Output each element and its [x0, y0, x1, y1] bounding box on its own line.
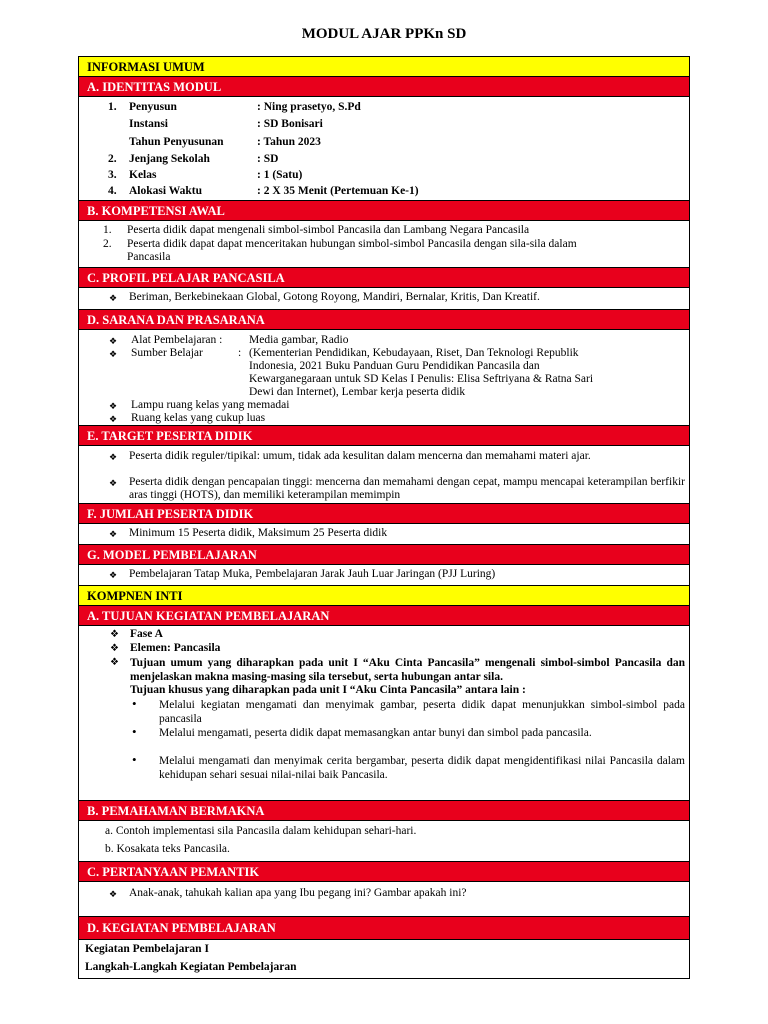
- sarana-body: [79, 329, 689, 425]
- tujuan-bullet: Melalui mengamati, peserta didik dapat memasangkan antar bunyi dan simbol pada pancasila.: [159, 727, 592, 739]
- pertanyaan-header: C. PERTANYAAN PEMANTIK: [79, 861, 689, 881]
- kompetensi-body: [79, 220, 689, 267]
- jumlah-item: Minimum 15 Peserta didik, Maksimum 25 Peserta didik: [129, 527, 388, 539]
- pemahaman-header: B. PEMAHAMAN BERMAKNA: [79, 800, 689, 820]
- identitas-label: Jenjang Sekolah: [129, 153, 210, 165]
- diamond-bullet-icon: ❖: [110, 629, 119, 640]
- diamond-bullet-icon: ❖: [109, 336, 118, 346]
- tujuan-bullet: Melalui kegiatan mengamati dan menyimak gambar, peserta didik dapat menunjukkan simbol-simbol pada pancasila: [159, 699, 685, 725]
- kompetensi-item: Peserta didik dapat mengenali simbol-simbol Pancasila dan Lambang Negara Pancasila: [127, 224, 530, 236]
- identitas-value: : SD: [257, 153, 279, 165]
- alat-label: Alat Pembelajaran :: [131, 334, 223, 346]
- jumlah-body: [79, 523, 689, 544]
- sumber-label: Sumber Belajar: [131, 347, 203, 359]
- tujuan-bullet: Melalui mengamati dan menyimak cerita bergambar, peserta didik dapat mengidentifikasi nilai Pancasila dalam kehidupan sehari sesuai nilai-nilai baik Pancasila.: [159, 755, 685, 781]
- diamond-bullet-icon: ❖: [109, 889, 118, 899]
- sumber-line: Kewarganegaraan untuk SD Kelas I Penulis: Elisa Seftriyana & Ratna Sari: [249, 373, 594, 385]
- profil-item: Beriman, Berkebinekaan Global, Gotong Royong, Mandiri, Bernalar, Kritis, Dan Kreatif.: [129, 291, 540, 303]
- diamond-bullet-icon: ❖: [110, 657, 119, 668]
- diamond-bullet-icon: ❖: [109, 529, 118, 539]
- model-body: [79, 564, 689, 585]
- identitas-value: : 2 X 35 Menit (Pertemuan Ke-1): [257, 185, 419, 197]
- diamond-bullet-icon: ❖: [109, 293, 118, 303]
- sumber-colon: :: [238, 347, 242, 359]
- kompetensi-item: Peserta didik dapat dapat menceritakan hubungan simbol-simbol Pancasila dengan sila-sila dalam: [127, 238, 577, 250]
- dot-bullet-icon: •: [132, 724, 137, 739]
- target-body: [79, 445, 689, 503]
- diamond-bullet-icon: ❖: [109, 570, 118, 580]
- identitas-label: Instansi: [129, 118, 168, 130]
- kompetensi-num: 1.: [103, 224, 112, 236]
- kompetensi-num: 2.: [103, 238, 112, 250]
- model-item: Pembelajaran Tatap Muka, Pembelajaran Jarak Jauh Luar Jaringan (PJJ Luring): [129, 568, 496, 580]
- identitas-label: Penyusun: [129, 101, 177, 113]
- profil-body: [79, 287, 689, 309]
- target-header: E. TARGET PESERTA DIDIK: [79, 425, 689, 445]
- profil-header: C. PROFIL PELAJAR PANCASILA: [79, 267, 689, 287]
- diamond-bullet-icon: ❖: [110, 643, 119, 654]
- sarana-header: D. SARANA DAN PRASARANA: [79, 309, 689, 329]
- sarana-extra: Ruang kelas yang cukup luas: [131, 412, 266, 424]
- tujuan-header: A. TUJUAN KEGIATAN PEMBELAJARAN: [79, 605, 689, 625]
- alat-value: Media gambar, Radio: [249, 334, 349, 346]
- identitas-num: 1.: [108, 101, 117, 113]
- jumlah-header: F. JUMLAH PESERTA DIDIK: [79, 503, 689, 523]
- fase-text: Fase A: [130, 628, 163, 640]
- pemahaman-item: b. Kosakata teks Pancasila.: [105, 843, 230, 855]
- diamond-bullet-icon: ❖: [109, 401, 118, 411]
- dot-bullet-icon: •: [132, 752, 137, 767]
- sumber-line: Indonesia, 2021 Buku Panduan Guru Pendidikan Pancasila dan: [249, 360, 540, 372]
- tujuan-umum: Tujuan umum yang diharapkan pada unit I “Aku Cinta Pancasila” mengenali simbol-simbol Pancasila dan menjelaskan makna masing-masing sila tersebut, serta hubungan antar sila.: [130, 657, 685, 683]
- kegiatan-body: [79, 939, 689, 978]
- diamond-bullet-icon: ❖: [109, 414, 118, 424]
- sumber-line: Dewi dan Internet), Lembar kerja peserta didik: [249, 386, 466, 398]
- page-title: MODUL AJAR PPKn SD: [301, 26, 467, 42]
- tujuan-body: [79, 625, 689, 800]
- diamond-bullet-icon: ❖: [109, 349, 118, 359]
- identitas-header: A. IDENTITAS MODUL: [79, 76, 689, 96]
- kompetensi-item-cont: Pancasila: [127, 251, 171, 263]
- identitas-body: [79, 96, 689, 200]
- kompetensi-header: B. KOMPETENSI AWAL: [79, 200, 689, 220]
- pertanyaan-body: [79, 881, 689, 916]
- modul-table: [78, 56, 690, 979]
- kegiatan-line: Langkah-Langkah Kegiatan Pembelajaran: [85, 961, 297, 973]
- diamond-bullet-icon: ❖: [109, 478, 118, 488]
- identitas-num: 4.: [108, 185, 117, 197]
- sarana-extra: Lampu ruang kelas yang memadai: [131, 399, 290, 411]
- target-item: Peserta didik reguler/tipikal: umum, tidak ada kesulitan dalam mencerna dan memahami materi ajar.: [129, 450, 591, 462]
- identitas-value: : Tahun 2023: [257, 136, 321, 148]
- identitas-label: Alokasi Waktu: [129, 185, 202, 197]
- identitas-label: Tahun Penyusunan: [129, 136, 224, 148]
- sumber-line: (Kementerian Pendidikan, Kebudayaan, Riset, Dan Teknologi Republik: [249, 347, 579, 359]
- pemahaman-item: a. Contoh implementasi sila Pancasila dalam kehidupan sehari-hari.: [105, 825, 417, 837]
- tujuan-khusus: Tujuan khusus yang diharapkan pada unit I “Aku Cinta Pancasila” antara lain :: [130, 684, 526, 696]
- identitas-value: : 1 (Satu): [257, 169, 303, 181]
- target-item: Peserta didik dengan pencapaian tinggi: mencerna dan memahami dengan cepat, mampu mencapai keterampilan berfikir aras tinggi (HOTS), dan memiliki keterampilan memimpin: [129, 476, 685, 501]
- diamond-bullet-icon: ❖: [109, 452, 118, 462]
- pemahaman-body: [79, 820, 689, 861]
- kegiatan-header: D. KEGIATAN PEMBELAJARAN: [79, 916, 689, 939]
- identitas-value: : Ning prasetyo, S.Pd: [257, 101, 361, 113]
- identitas-value: : SD Bonisari: [257, 118, 323, 130]
- komponen-inti-header: KOMPNEN INTI: [79, 585, 689, 605]
- identitas-label: Kelas: [129, 169, 157, 181]
- dot-bullet-icon: •: [132, 696, 137, 711]
- model-header: G. MODEL PEMBELAJARAN: [79, 544, 689, 564]
- elemen-text: Elemen: Pancasila: [130, 642, 221, 654]
- kegiatan-line: Kegiatan Pembelajaran I: [85, 943, 209, 955]
- identitas-num: 2.: [108, 153, 117, 165]
- pertanyaan-item: Anak-anak, tahukah kalian apa yang Ibu pegang ini? Gambar apakah ini?: [129, 887, 467, 899]
- identitas-num: 3.: [108, 169, 117, 181]
- informasi-umum-header: INFORMASI UMUM: [79, 56, 689, 76]
